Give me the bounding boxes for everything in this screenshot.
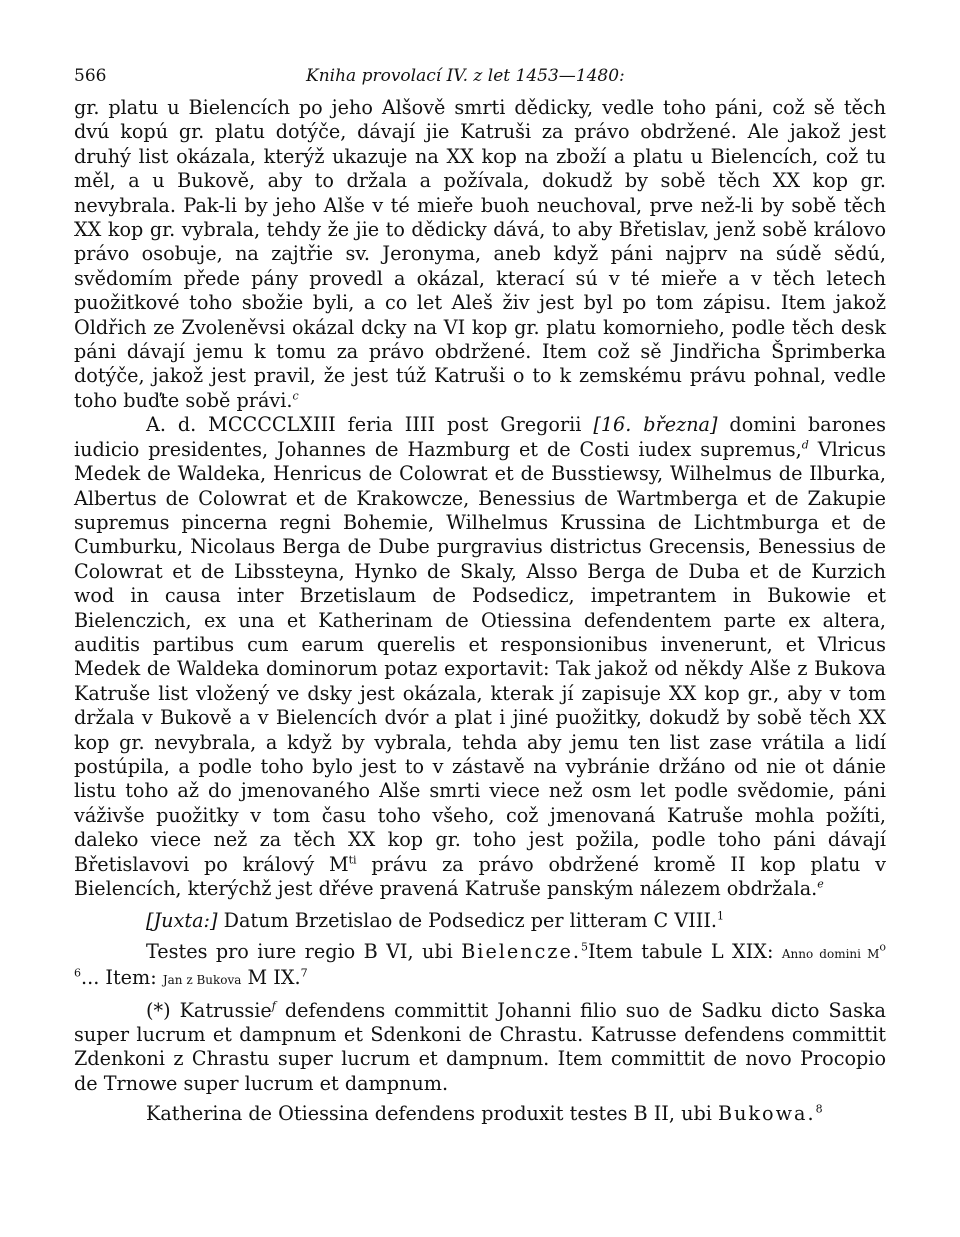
paragraph-2-text-d: právu za právo obdržené kromě II kop platu v Bielencích, kterýchž jest dřéve pravená Katruše panským nálezem obdržala. — [74, 852, 886, 900]
running-title: Kniha provolací IV. z let 1453—1480: — [306, 66, 625, 86]
paragraph-2-text-c: Vlricus Medek de Waldeka, Henricus de Colowrat et de Busstiewsy, Wilhelmus de Ilburka, Albertus de Colowrat et de Krakowcze, Benessius de Wartmberga et de Zakupie supremus pincerna regni Bohemie, Wilhelmus Krussina de Lichtmburga et de Cumburku, Nicolaus Berga de Dube purgravius districtus Grecensis, Benessius de Colowrat et de Libssteyna, Hynko de Skaly, Alsso Berga de Duba et de Kurzich wod in causa inter Brzetislaum de Podsedicz, impetrantem in Bukowie et Bielenczich, ex una et Katherinam de Otiessina defendentem parte ex altera, auditis partibus cum earum querelis et responsionibus invenerunt, et Vlricus Medek de Waldeka dominorum potaz exportavit: Tak jakož od někdy Alše z Bukova Katruše list vložený ve dsky jest okázala, kterak jí zapisuje XX kop gr., aby v tom držala v Bukově a v Bielencích dvór a plat i jiné puožitky, dokudž by sobě těch XX kop gr. nevybrala, a když by vybrala, tehda aby jemu ten list zase vrátila a lidí postúpila, a podle toho bylo jest to v zástavě na vybránie držáno od nie ot dánie listu toho až do jmenovaného Alše smrti viece než osm let podle svědomie, páni váživše puožitky v tom času toho všeho, což jmenovaná Katruše mohla požíti, daleko viece než za těch XX kop gr. toho jest požila, podle toho páni dávají Břetislavovi po králový M — [74, 437, 886, 876]
footnote-marker-d: d — [801, 438, 809, 452]
juxta-label: [Juxta:] — [146, 909, 218, 933]
paragraph-6 — [74, 1102, 886, 1126]
footnote-marker-6: 6 — [74, 966, 81, 980]
paragraph-2 — [74, 413, 886, 901]
paragraph-3 — [74, 909, 886, 933]
page-header — [74, 52, 886, 96]
superscript-ti: ti — [348, 853, 357, 867]
footnote-marker-5: 5 — [580, 940, 588, 954]
paragraph-3-text: Datum Brzetislao de Podsedicz per litteram C VIII. — [217, 909, 718, 933]
paragraph-6-text: Katherina de Otiessina defendens produxit testes B II, ubi — [146, 1102, 718, 1126]
paragraph-2-text-a: A. d. MCCCCLXIII feria IIII post Gregorii — [146, 413, 594, 437]
superscript-o: o — [879, 940, 887, 954]
paragraph-4-text-a: Testes pro iure regio B VI, ubi — [146, 939, 462, 963]
paragraph-4 — [74, 940, 886, 993]
document-page — [74, 52, 886, 1127]
paragraph-1 — [74, 96, 886, 413]
footnote-marker-1: 1 — [717, 910, 725, 924]
small-text-jan: Jan z Bukova — [162, 973, 242, 988]
footnote-marker-e: e — [817, 877, 824, 891]
footnote-marker-c: c — [292, 389, 299, 403]
paragraph-1-text: gr. platu u Bielencích po jeho Alšově smrti dědicky, vedle toho páni, což sě těch dvú kopú gr. platu dotýče, dávají jie Katruši za právo obdržené. Ale jakož jest druhý list okázala, kterýž ukazuje na XX kop na zboží a platu u Bielencích, což tu měl, a u Bukově, aby to držala a požívala, dokudž by sobě těch XX kop gr. nevybrala. Pak-li by jeho Alše v té mieře buoh neuchoval, prve než-li by sobě těch XX kop gr. vybrala, tehdy že jie to dědicky dává, to aby Břetislav, jenž sobě královo právo osobuje, na zajtřie sv. Jeronyma, aneb když páni najprv na súdě sědú, svědomím přede pány provedl a okázal, kterací sú v té mieře a v těch letech puožitkové toho sbožie byli, a co let Aleš živ jest byl po tom zápisu. Item jakož Oldřich ze Zvoleněvsi okázal dcky na VI kop gr. platu komornieho, podle těch desk páni dávají jemu k tomu za právo obdržené. Item což sě Jindřicha Šprimberka dotýče, jakož jest pravil, že jest túž Katruši o to k zemskému právu pohnal, vedle toho buďte sobě právi. — [74, 96, 886, 412]
footnote-marker-7: 7 — [300, 966, 308, 980]
place-name-bukowa: Bukowa. — [717, 1102, 816, 1126]
page-number: 566 — [74, 66, 107, 86]
small-text-anno: Anno domini M — [781, 946, 880, 961]
paragraph-2-text-b: domini barones iudicio presidentes, Johannes de Hazmburg et de Costi iudex supremus, — [74, 413, 886, 461]
paragraph-5-text-a: (*) Katrussie — [146, 998, 272, 1022]
paragraph-5-text-b: defendens committit Johanni filio suo de Sadku dicto Saska super lucrum et dampnum et Sdenkoni de Chrastu. Katrusse defendens committit Zdenkoni z Chrastu super lucrum et dampnum. Item committit de novo Procopio de Trnowe super lucrum et dampnum. — [74, 998, 886, 1095]
place-name-bielencze: Bielencze. — [461, 939, 581, 963]
editorial-date: [16. března] — [593, 413, 718, 437]
footnote-marker-8: 8 — [815, 1102, 823, 1116]
paragraph-4-text-d: M IX. — [241, 966, 301, 990]
footnote-marker-f: f — [271, 999, 276, 1013]
paragraph-4-text-b: Item tabule L XIX: — [587, 939, 782, 963]
paragraph-5 — [74, 999, 886, 1097]
paragraph-4-text-c: ... Item: — [81, 966, 163, 990]
